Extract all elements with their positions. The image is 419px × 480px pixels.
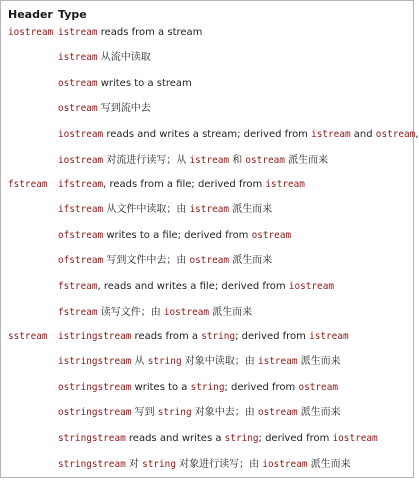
- header-cell: fstream: [8, 179, 48, 190]
- code-term: istream: [309, 331, 349, 342]
- type-cell: [58, 27, 202, 39]
- code-term: fstream: [58, 281, 98, 292]
- code-term: ostream: [298, 382, 338, 393]
- description-text: , reads from a file; derived from: [103, 179, 266, 190]
- code-term: istringstream: [58, 331, 132, 342]
- type-cell: [58, 356, 341, 368]
- type-cell: [58, 407, 341, 419]
- code-term: istringstream: [58, 356, 132, 367]
- column-header-header: Header: [8, 8, 53, 21]
- type-cell: [58, 78, 192, 90]
- code-term: iostream: [163, 307, 210, 318]
- description-text: reads from a stream: [97, 27, 203, 38]
- code-term: istream: [58, 27, 98, 38]
- column-header-type: Type: [58, 8, 87, 21]
- code-term: istream: [257, 356, 298, 367]
- description-text: 派生而来: [297, 356, 341, 367]
- code-term: string: [201, 331, 236, 342]
- description-text: ,: [415, 129, 419, 140]
- description-text: reads and writes a: [125, 433, 225, 444]
- code-term: ofstream: [58, 230, 104, 241]
- description-text: 派生而来: [284, 155, 329, 166]
- description-text: 读写文件；由: [97, 307, 164, 318]
- code-term: ifstream: [58, 204, 104, 215]
- description-text: , reads and writes a file; derived from: [97, 281, 289, 292]
- header-cell: iostream: [8, 27, 54, 38]
- description-text: ; derived from: [258, 433, 333, 444]
- type-cell: [58, 459, 351, 471]
- type-cell: [58, 230, 291, 242]
- code-term: istream: [265, 179, 305, 190]
- type-cell: [58, 382, 338, 394]
- code-term: string: [147, 356, 182, 367]
- description-text: reads and writes a stream; derived from: [103, 129, 312, 140]
- code-term: ostream: [257, 407, 298, 418]
- description-text: 从: [131, 356, 148, 367]
- code-term: ostream: [58, 78, 98, 89]
- description-text: 对象中去；由: [191, 407, 258, 418]
- code-term: iostream: [262, 459, 308, 470]
- code-term: string: [224, 433, 259, 444]
- code-term: ostream: [189, 255, 230, 266]
- description-text: ; derived from: [224, 382, 299, 393]
- type-cell: [58, 281, 334, 293]
- code-term: string: [190, 382, 225, 393]
- description-text: 对象中读取；由: [181, 356, 258, 367]
- description-text: 和: [229, 155, 246, 166]
- code-term: string: [142, 459, 176, 470]
- description-text: writes to a stream: [97, 78, 192, 89]
- code-term: ostream: [58, 103, 98, 114]
- code-term: iostream: [58, 155, 104, 166]
- code-term: stringstream: [58, 433, 126, 444]
- description-text: 派生而来: [229, 204, 273, 215]
- description-text: writes to a file; derived from: [103, 230, 252, 241]
- header-cell: sstream: [8, 331, 48, 342]
- description-text: 写到: [131, 407, 158, 418]
- description-text: 对流进行读写；从: [103, 155, 190, 166]
- type-cell: [58, 155, 328, 167]
- code-term: iostream: [58, 129, 104, 140]
- description-text: and: [350, 129, 376, 140]
- code-term: ostream: [245, 155, 285, 166]
- description-text: 写到流中去: [97, 103, 151, 114]
- code-term: istream: [189, 155, 230, 166]
- description-text: 写到文件中去；由: [103, 255, 190, 266]
- description-text: 从流中读取: [97, 52, 151, 63]
- type-cell: [58, 331, 349, 343]
- type-cell: [58, 255, 272, 267]
- code-term: ostream: [251, 230, 292, 241]
- description-text: 派生而来: [307, 459, 351, 470]
- description-text: 对象进行读写；由: [175, 459, 263, 470]
- code-term: ostream: [375, 129, 416, 140]
- description-text: 对: [125, 459, 143, 470]
- description-text: 派生而来: [229, 255, 273, 266]
- code-term: string: [157, 407, 192, 418]
- type-cell: [58, 307, 252, 319]
- code-term: ostringstream: [58, 407, 132, 418]
- description-text: ; derived from: [235, 331, 310, 342]
- type-cell: [58, 52, 151, 64]
- code-term: ofstream: [58, 255, 104, 266]
- type-cell: [58, 433, 378, 445]
- description-text: writes to a: [131, 382, 191, 393]
- type-cell: [58, 129, 419, 141]
- code-term: ifstream: [58, 179, 104, 190]
- description-text: 派生而来: [297, 407, 341, 418]
- description-text: 从文件中读取；由: [103, 204, 190, 215]
- type-cell: [58, 179, 305, 191]
- description-text: 派生而来: [209, 307, 253, 318]
- code-term: iostream: [288, 281, 334, 292]
- description-text: reads from a: [131, 331, 202, 342]
- code-term: ostringstream: [58, 382, 132, 393]
- code-term: istream: [58, 52, 98, 63]
- code-term: iostream: [332, 433, 378, 444]
- code-term: fstream: [58, 307, 98, 318]
- code-term: istream: [189, 204, 230, 215]
- code-term: stringstream: [58, 459, 126, 470]
- type-cell: [58, 204, 272, 216]
- code-term: istream: [311, 129, 351, 140]
- type-cell: [58, 103, 151, 115]
